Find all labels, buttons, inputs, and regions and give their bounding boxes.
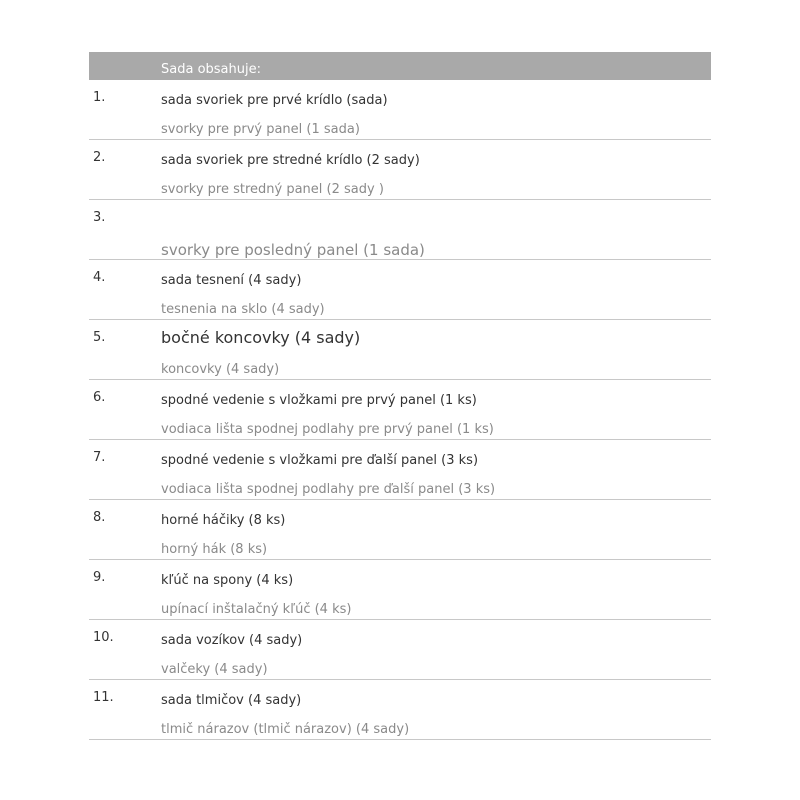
- row-number: 3.: [93, 210, 106, 225]
- row-number: 5.: [93, 330, 106, 345]
- table-row: [89, 680, 711, 740]
- row-sub-text: tlmič nárazov (tlmič nárazov) (4 sady): [161, 722, 410, 737]
- table-row: [89, 380, 711, 440]
- header-label: Sada obsahuje:: [161, 62, 261, 77]
- contents-table: [89, 52, 711, 740]
- row-main-text: spodné vedenie s vložkami pre ďalší panel (3 ks): [161, 453, 479, 468]
- row-number: 11.: [93, 690, 114, 705]
- row-sub-text: svorky pre prvý panel (1 sada): [161, 122, 360, 137]
- row-main-text: horné háčiky (8 ks): [161, 513, 286, 528]
- row-number: 2.: [93, 150, 106, 165]
- row-main-text: sada svoriek pre stredné krídlo (2 sady): [161, 153, 420, 168]
- table-row: [89, 140, 711, 200]
- row-sub-text: tesnenia na sklo (4 sady): [161, 302, 325, 317]
- row-sub-text: koncovky (4 sady): [161, 362, 280, 377]
- row-sub-text: vodiaca lišta spodnej podlahy pre prvý panel (1 ks): [161, 422, 494, 437]
- row-main-text: sada tesnení (4 sady): [161, 273, 302, 288]
- row-number: 10.: [93, 630, 114, 645]
- row-number: 9.: [93, 570, 106, 585]
- row-sub-text: upínací inštalačný kľúč (4 ks): [161, 602, 352, 617]
- row-main-text: sada tlmičov (4 sady): [161, 693, 302, 708]
- table-row: [89, 500, 711, 560]
- row-sub-text: valčeky (4 sady): [161, 662, 268, 677]
- table-row: [89, 320, 711, 380]
- row-sub-text: vodiaca lišta spodnej podlahy pre ďalší panel (3 ks): [161, 482, 496, 497]
- table-row: [89, 80, 711, 140]
- row-number: 6.: [93, 390, 106, 405]
- row-number: 7.: [93, 450, 106, 465]
- table-row: [89, 560, 711, 620]
- table-row: [89, 440, 711, 500]
- row-main-text: spodné vedenie s vložkami pre prvý panel (1 ks): [161, 393, 477, 408]
- table-row: [89, 260, 711, 320]
- row-sub-text: svorky pre posledný panel (1 sada): [161, 241, 425, 259]
- table-header: [89, 52, 711, 80]
- row-main-text: bočné koncovky (4 sady): [161, 328, 361, 347]
- row-sub-text: svorky pre stredný panel (2 sady ): [161, 182, 384, 197]
- row-main-text: kľúč na spony (4 ks): [161, 573, 294, 588]
- row-sub-text: horný hák (8 ks): [161, 542, 268, 557]
- row-number: 8.: [93, 510, 106, 525]
- row-number: 4.: [93, 270, 106, 285]
- row-main-text: sada vozíkov (4 sady): [161, 633, 303, 648]
- table-row: [89, 200, 711, 260]
- table-row: [89, 620, 711, 680]
- row-main-text: sada svoriek pre prvé krídlo (sada): [161, 93, 388, 108]
- row-number: 1.: [93, 90, 106, 105]
